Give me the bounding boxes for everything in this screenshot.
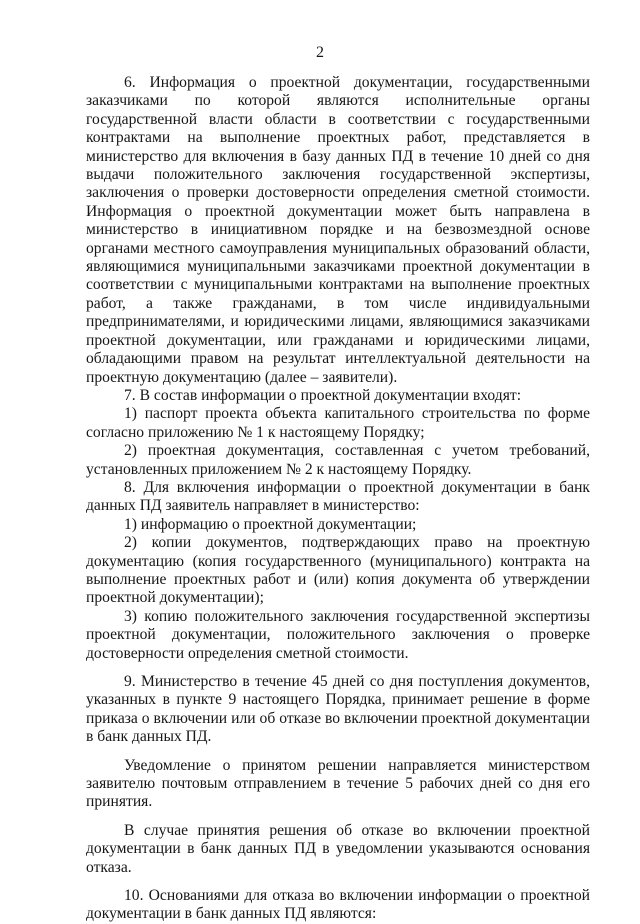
document-paragraph: Уведомление о принятом решении направляется министерством заявителю почтовым отправлением в течение 5 рабочих дней со дня его принятия. <box>86 756 590 811</box>
document-paragraph: 9. Министерство в течение 45 дней со дня поступления документов, указанных в пункте 9 настоящего Порядка, принимает решение в форме приказа о включении или об отказе во включении проектной документации в банк данных ПД. <box>86 673 590 746</box>
document-paragraph: В случае принятия решения об отказе во включении проектной документации в банк данных ПД в уведомлении указываются основания отказа. <box>86 821 590 876</box>
page-number: 2 <box>316 44 324 61</box>
document-body <box>86 74 590 924</box>
document-paragraph: 10. Основаниями для отказа во включении информации о проектной документации в банк данных ПД являются: <box>86 887 590 923</box>
document-paragraph: 8. Для включения информации о проектной документации в банк данных ПД заявитель направляет в министерство: <box>86 478 590 515</box>
document-paragraph: 1) информацию о проектной документации; <box>124 515 417 533</box>
document-paragraph: 6. Информация о проектной документации, государственными заказчиками по которой являются исполнительные органы государственной власти области в соответствии с государственными контрактами на выполнение проектных работ, представляется в министерство для включения в базу данных ПД в течение 10 дней со дня выдачи положительного заключения государственной экспертизы, заключения о проверки достоверности определения сметной стоимости. Информация о проектной документации может быть направлена в министерство в инициативном порядке и на безвозмездной основе органами местного самоуправления муниципальных образований области, являющимися муниципальными заказчиками проектной документации в соответствии с муниципальными контрактами на выполнение проектных работ, а также гражданами, в том числе индивидуальными предпринимателями, и юридическими лицами, являющимися заказчиками проектной документации, или гражданами и юридическими лицами, обладающими правом на результат интеллектуальной деятельности на проектную документацию (далее – заявители). <box>86 74 590 386</box>
document-paragraph: 2) копии документов, подтверждающих право на проектную документацию (копия государственного (муниципального) контракта на выполнение проектных работ и (или) копия документа об утверждении проектной документации); <box>86 534 590 607</box>
document-paragraph: 2) проектная документация, составленная с учетом требований, установленных приложением № 2 к настоящему Порядку. <box>86 442 590 478</box>
document-paragraph: 7. В состав информации о проектной документации входят: <box>124 386 522 404</box>
document-paragraph: 1) паспорт проекта объекта капитального строительства по форме согласно приложению № 1 к настоящему Порядку; <box>86 405 590 441</box>
document-paragraph: 3) копию положительного заключения государственной экспертизы проектной документации, положительного заключения о проверке достоверности определения сметной стоимости. <box>86 607 590 662</box>
